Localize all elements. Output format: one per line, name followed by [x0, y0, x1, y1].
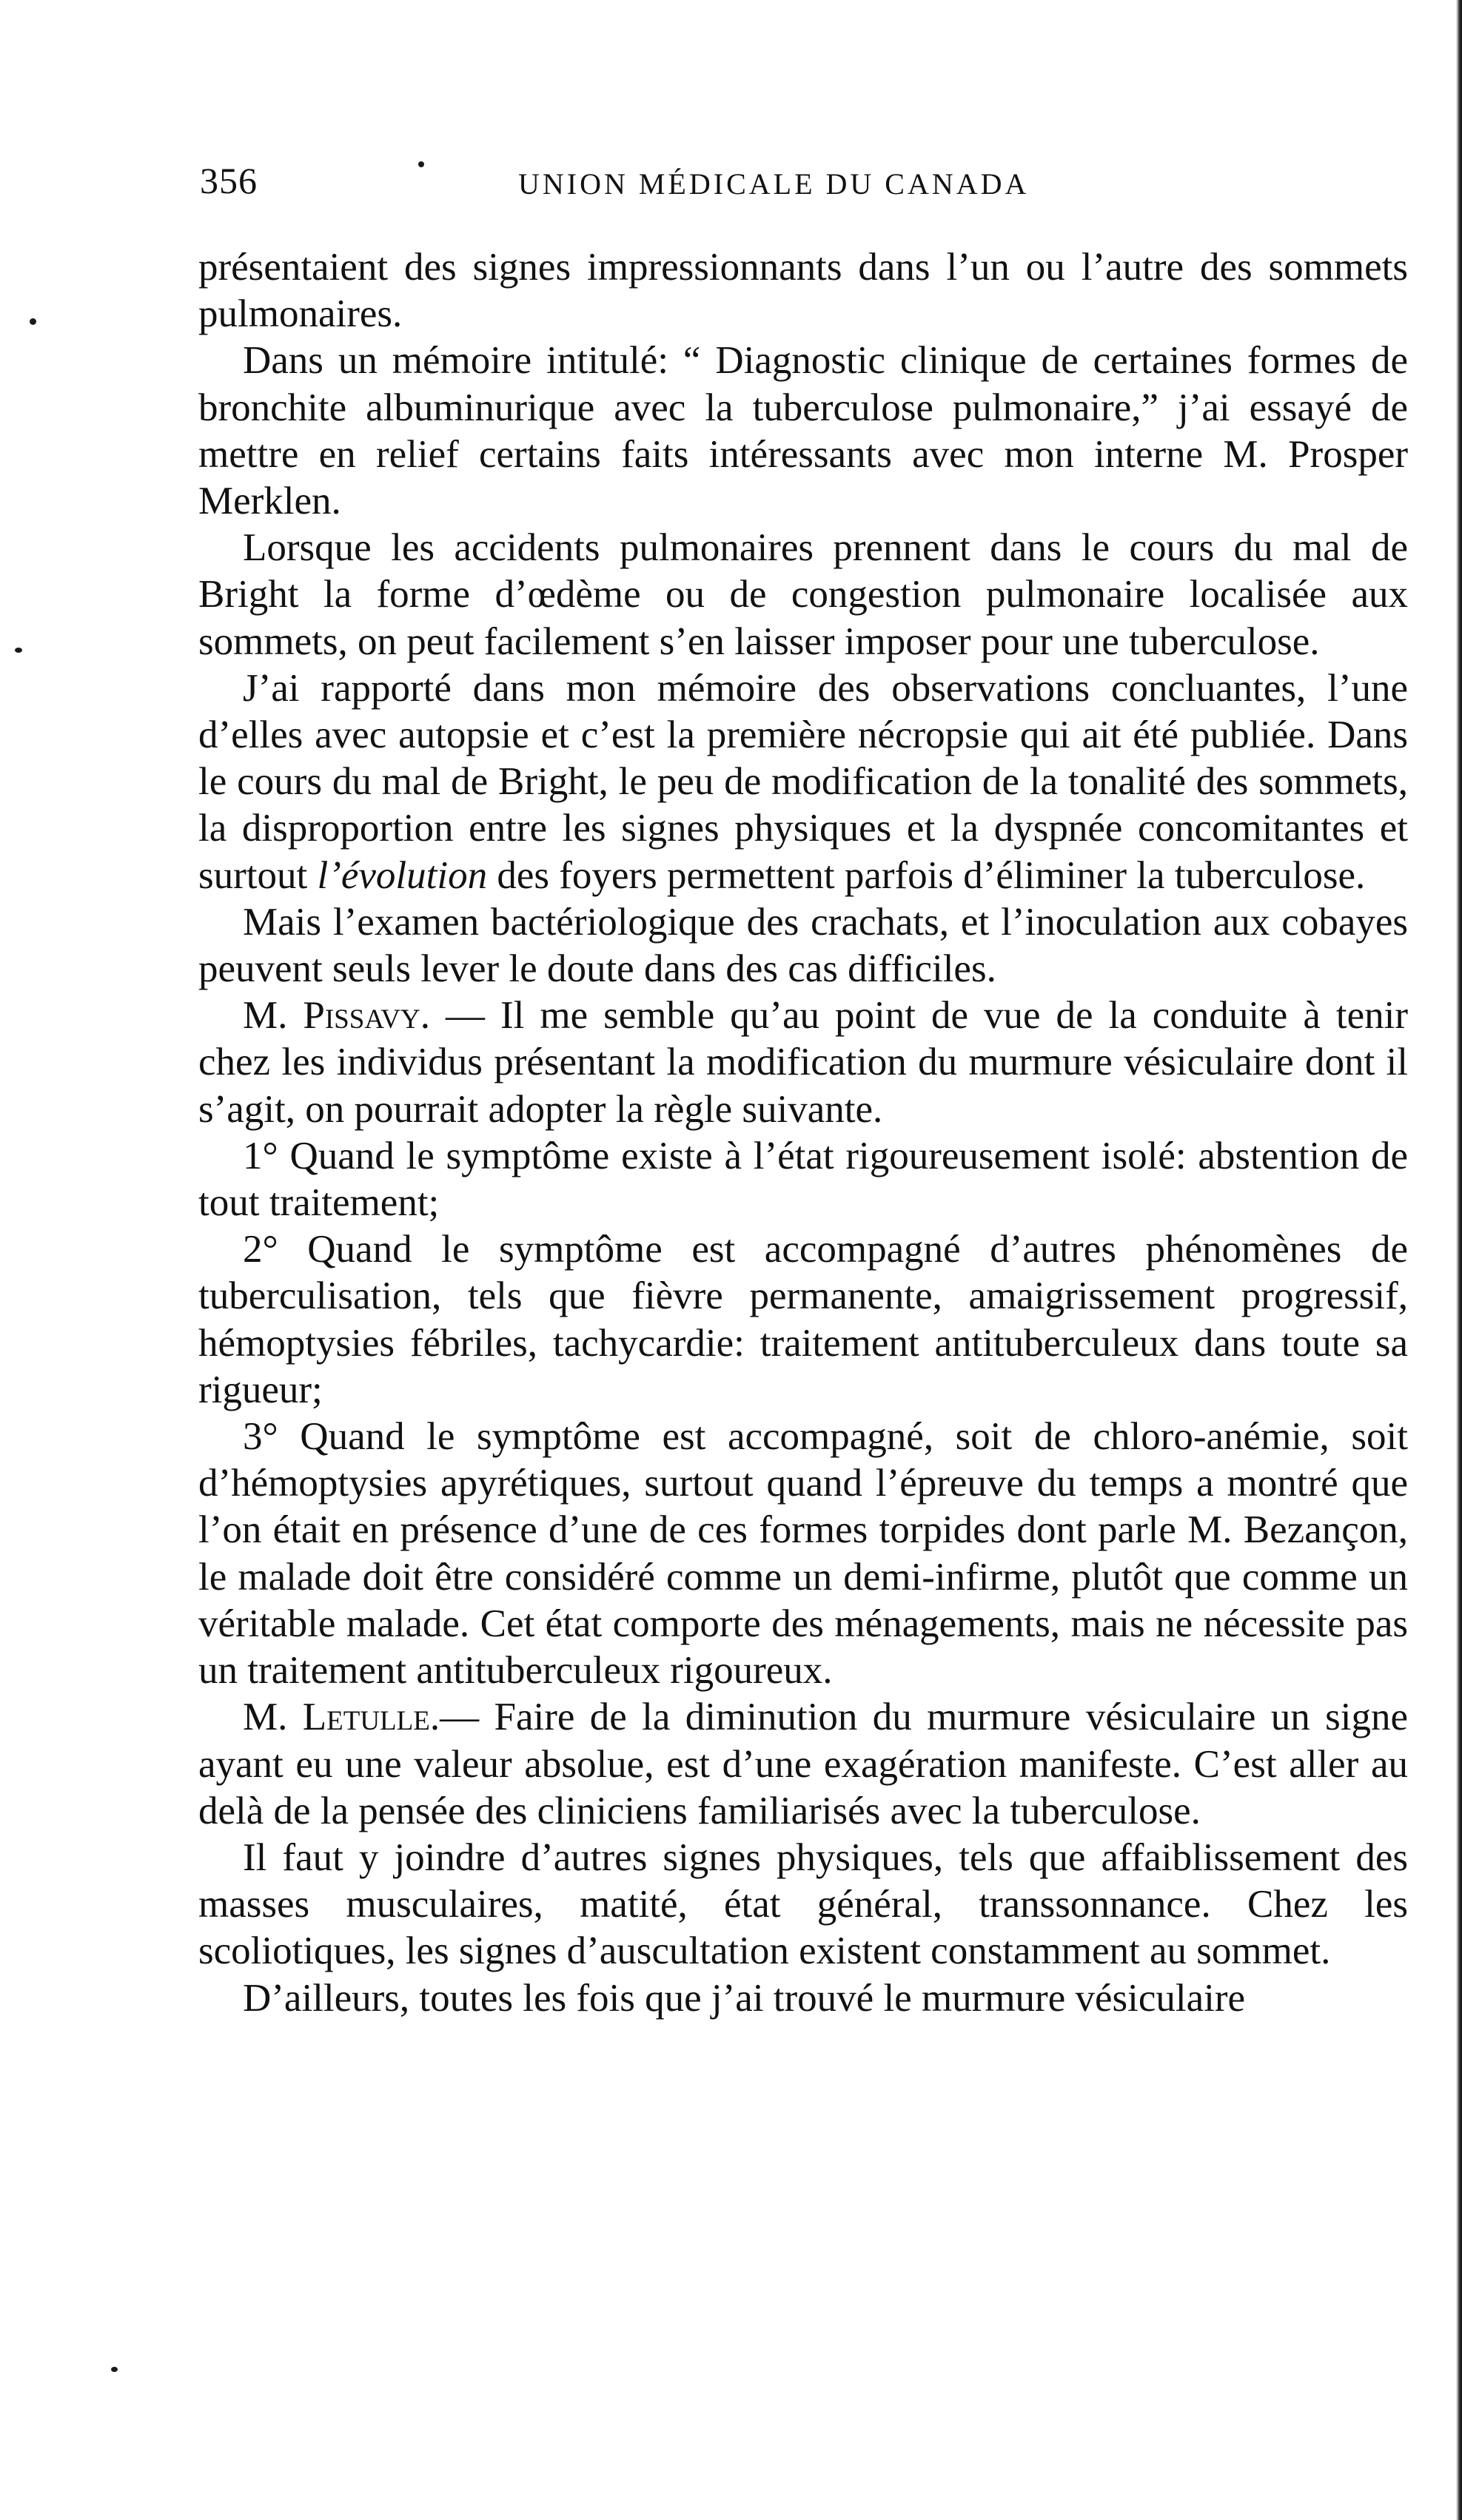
rule-item-3: 3° Quand le symptôme est accompagné, soit de chloro-anémie, soit d’hémoptysies apyrétiques, surtout quand l’épreuve du temps a montré que l’on était en présence d’une de ces formes torpides dont parle M. Bezançon, le malade doit être considéré comme un demi-infirme, plutôt que comme un véritable malade. Cet état comporte des ménagements, mais ne nécessite pas un traitement antituberculeux rigoureux. [198, 1415, 1408, 1693]
paragraph-11: Il faut y joindre d’autres signes physiques, tels que affaiblissement des masses musculaires, matité, état général, transsonnance. Chez les scoliotiques, les signes d’auscultation existent constamment au sommet. [198, 1835, 1408, 1973]
page-number: 356 [200, 160, 258, 201]
paragraph-4-text-a: J’ai rapporté dans mon mémoire des observations concluantes, l’une d’elles avec autopsie et c’est la première nécropsie qui ait été publiée. Dans le cours du mal de Bright, le peu de modification de la tonalité des sommets, la disproportion entre les signes physiques et la dyspnée concomitantes et surtout [198, 666, 1408, 897]
paragraph-1: présentaient des signes impressionnants dans l’un ou l’autre des sommets pulmonaires. [198, 246, 1408, 336]
paragraph-2: Dans un mémoire intitulé: “ Diagnostic clinique de certaines formes de bronchite albuminurique avec la tuberculose pulmonaire,” j’ai essayé de mettre en relief certains faits intéressants avec mon interne M. Prosper Merklen. [198, 339, 1408, 523]
paragraph-10 [198, 1694, 1408, 1835]
paragraph-6 [198, 992, 1408, 1133]
scan-speck [15, 648, 22, 653]
page-edge-shadow [1456, 0, 1462, 2520]
speaker-pissavy: M. Pissavy. [243, 994, 430, 1038]
scan-speck [418, 161, 424, 167]
running-title: UNION MÉDICALE DU CANADA [518, 167, 1030, 201]
paragraph-4-emphasis: l’évolution [317, 853, 488, 897]
paragraph-4 [198, 665, 1408, 899]
body-text [198, 244, 1408, 2022]
scan-speck [111, 2367, 118, 2372]
rule-item-1: 1° Quand le symptôme existe à l’état rigoureusement isolé: abstention de tout traitement; [198, 1134, 1408, 1225]
paragraph-3: Lorsque les accidents pulmonaires prennent dans le cours du mal de Bright la forme d’œdème ou de congestion pulmonaire localisée aux sommets, on peut facilement s’en laisser imposer pour une tuberculose. [198, 526, 1408, 663]
rule-item-2: 2° Quand le symptôme est accompagné d’autres phénomènes de tuberculisation, tels que fièvre permanente, amaigrissement progressif, hémoptysies fébriles, tachycardie: traitement antituberculeux dans toute sa rigueur; [198, 1228, 1408, 1411]
scan-speck [30, 318, 36, 325]
paragraph-6-text: — Il me semble qu’au point de vue de la conduite à tenir chez les individus présentant la modification du murmure vésiculaire dont il s’agit, on pourrait adopter la règle suivante. [198, 994, 1408, 1131]
paragraph-10-text: — Faire de la diminution du murmure vésiculaire un signe ayant eu une valeur absolue, est d’une exagération manifeste. C’est aller au delà de la pensée des cliniciens familiarisés avec la tuberculose. [198, 1696, 1408, 1832]
paragraph-4-text-b: des foyers permettent parfois d’éliminer la tuberculose. [487, 853, 1366, 897]
paragraph-5: Mais l’examen bactériologique des crachats, et l’inoculation aux cobayes peuvent seuls lever le doute dans des cas difficiles. [198, 900, 1408, 991]
speaker-letulle: M. Letulle. [243, 1696, 440, 1739]
page-header [200, 159, 1414, 211]
paragraph-12: D’ailleurs, toutes les fois que j’ai trouvé le murmure vésiculaire [243, 1976, 1246, 2020]
